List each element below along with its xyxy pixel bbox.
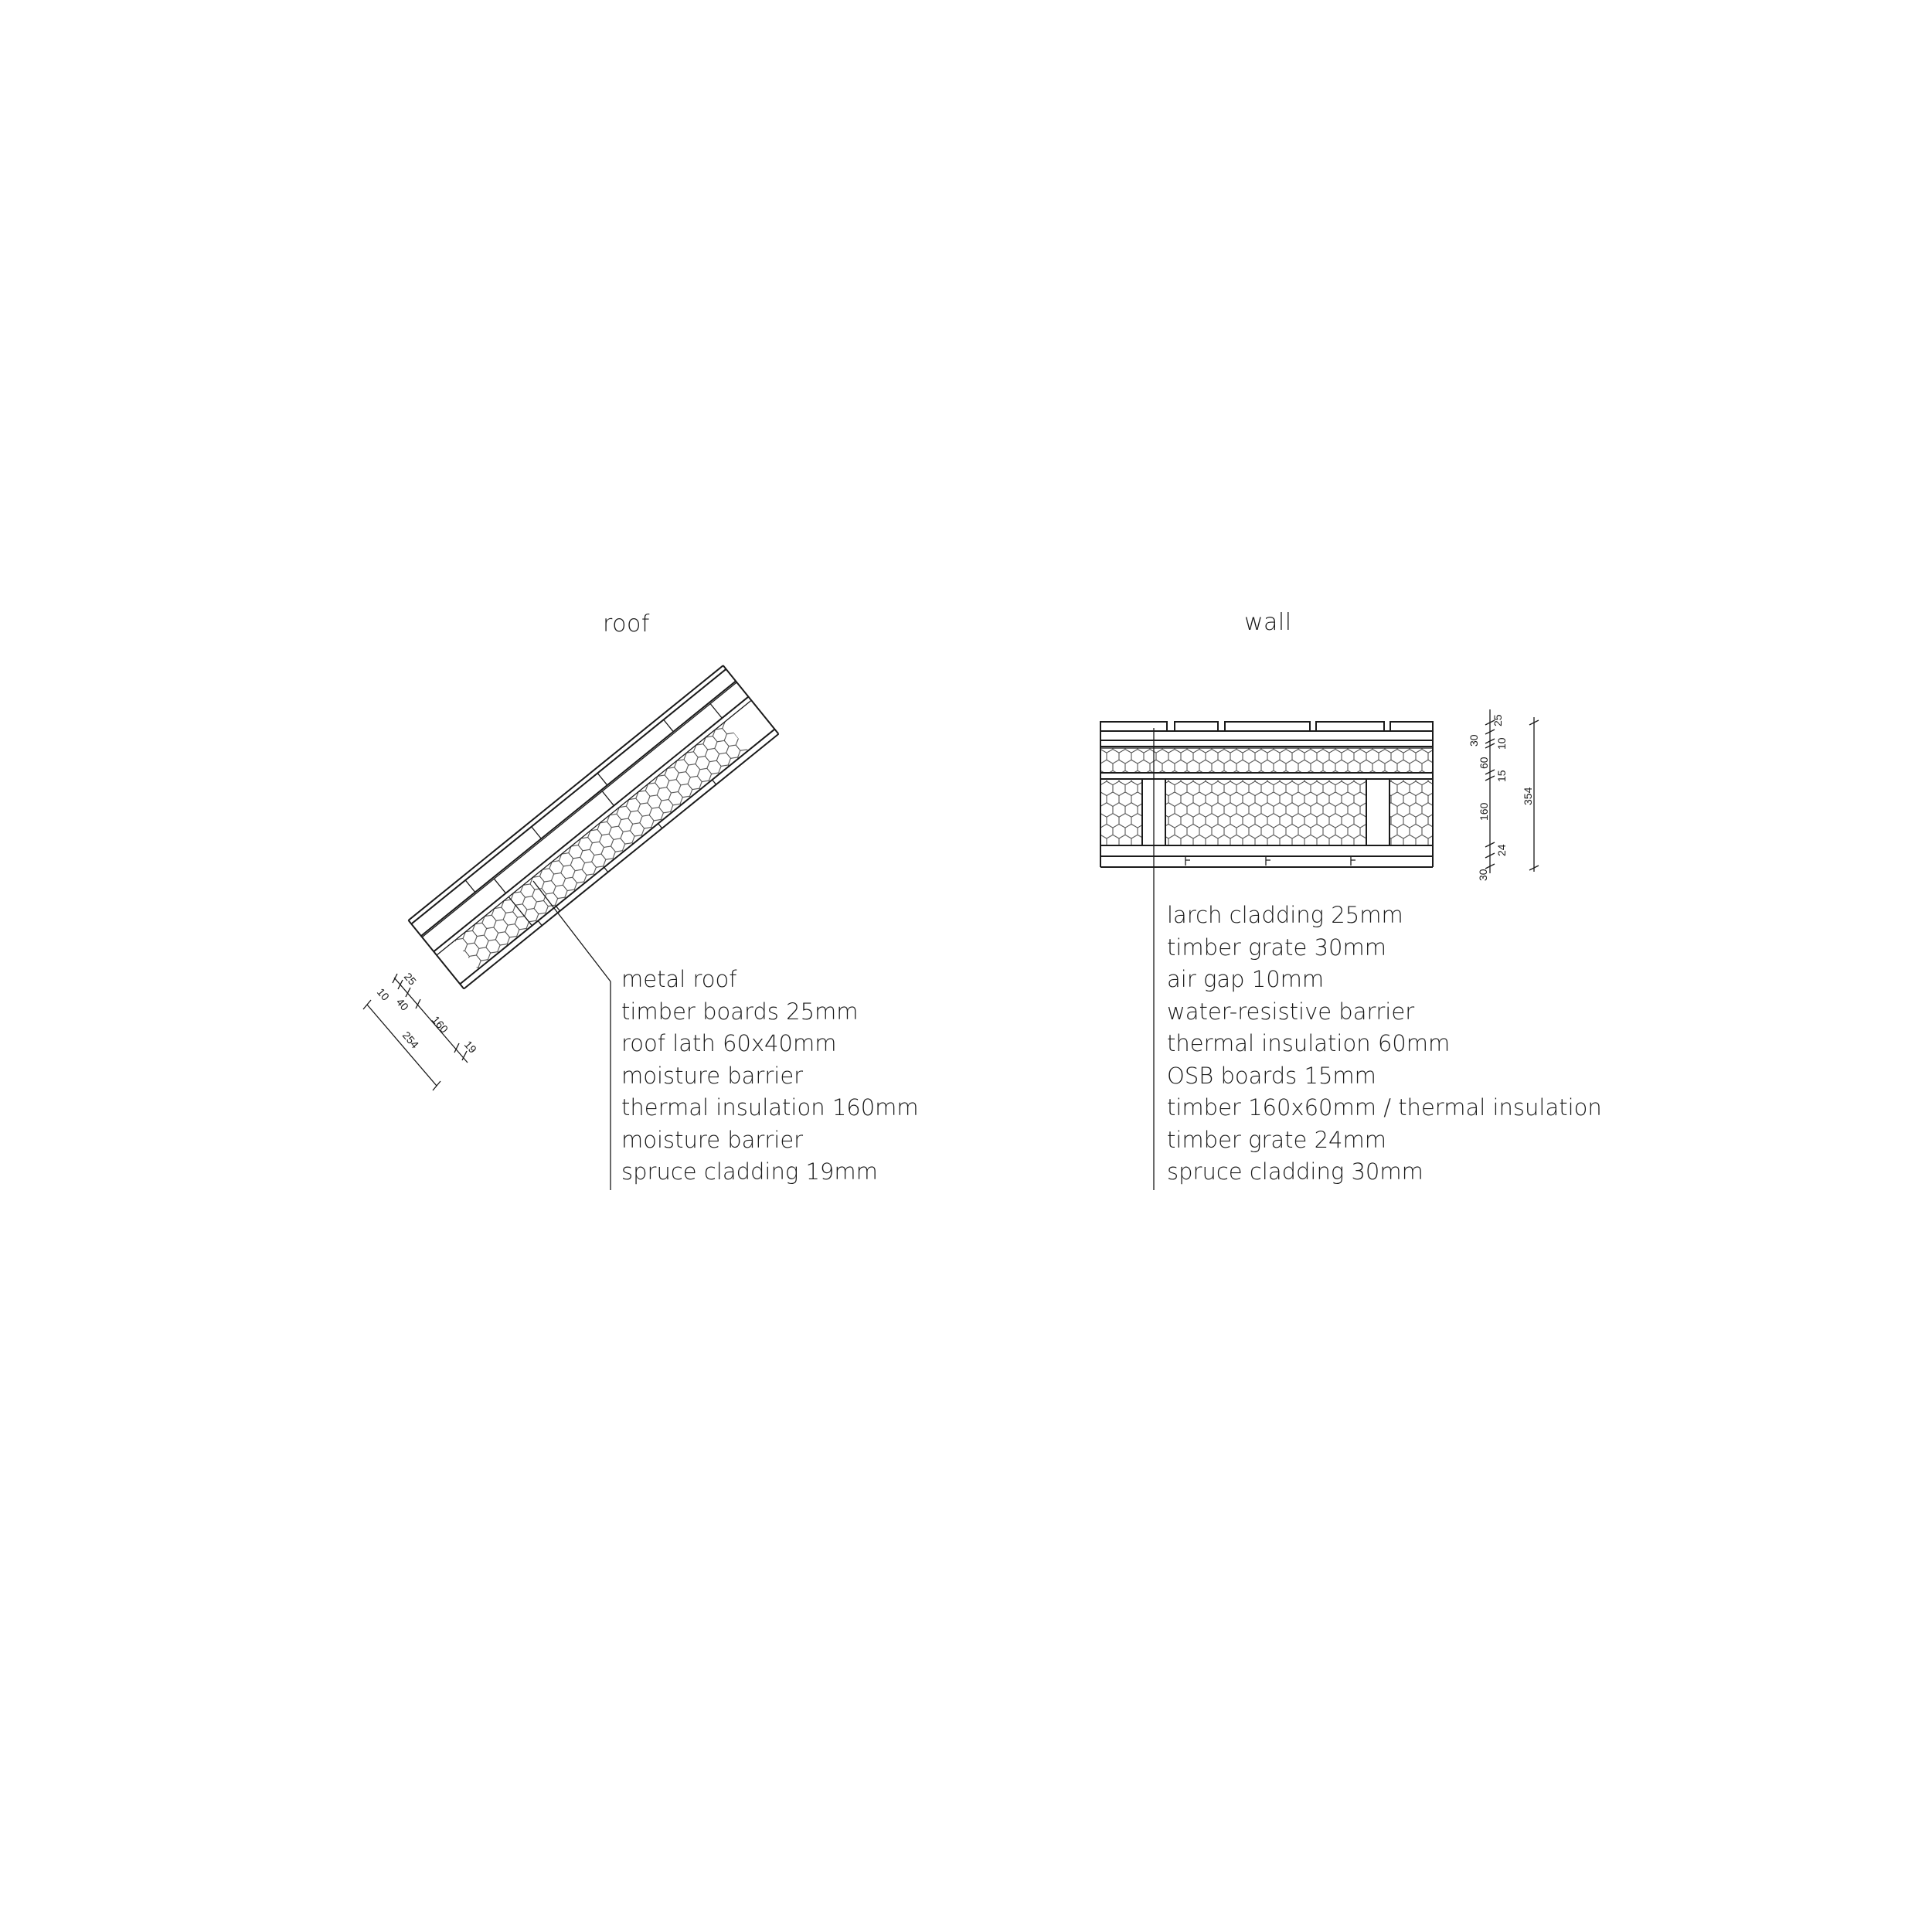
wall-dim-30: 30 — [1468, 734, 1480, 747]
wall-dim-10: 10 — [1495, 737, 1508, 750]
wall-layer: larch cladding 25mm — [1167, 902, 1403, 928]
roof-insulation — [454, 722, 748, 969]
wall-dim-24: 24 — [1495, 844, 1508, 856]
roof-layer: moisture barrier — [621, 1126, 804, 1153]
roof-dim-160: 160 — [429, 1013, 451, 1036]
wall-timber-stud — [1366, 779, 1389, 845]
wall-larch-cladding — [1100, 722, 1433, 731]
roof-layer-list — [621, 964, 919, 1189]
roof-section — [408, 665, 778, 988]
wall-dim-60: 60 — [1478, 757, 1490, 769]
roof-title: roof — [603, 611, 650, 638]
wall-dimensions — [1468, 709, 1539, 881]
roof-layer: timber boards 25mm — [621, 998, 859, 1025]
roof-layer: moisture barrier — [621, 1062, 804, 1089]
wall-dim-15: 15 — [1495, 770, 1508, 782]
wall-layer: water-resistive barrier — [1167, 998, 1415, 1025]
wall-layer: timber 160x60mm / thermal insulation — [1167, 1094, 1602, 1121]
wall-insulation-60 — [1100, 748, 1433, 773]
wall-layer: OSB boards 15mm — [1167, 1062, 1376, 1089]
roof-dimensions — [363, 970, 479, 1090]
wall-layer: air gap 10mm — [1167, 966, 1325, 992]
wall-layer: thermal insulation 60mm — [1167, 1030, 1451, 1056]
roof-dim-40: 40 — [393, 995, 412, 1013]
roof-dim-254: 254 — [400, 1029, 422, 1051]
wall-dim-25: 25 — [1492, 714, 1504, 726]
roof-layer: roof lath 60x40mm — [621, 1030, 837, 1056]
wall-layer: timber grate 30mm — [1167, 934, 1386, 961]
wall-layer: timber grate 24mm — [1167, 1126, 1386, 1153]
wall-layer-list — [1167, 900, 1602, 1189]
roof-dim-25: 25 — [401, 970, 420, 988]
wall-dim-354: 354 — [1522, 787, 1534, 805]
wall-dim-30-inner: 30 — [1477, 869, 1489, 881]
roof-layer: thermal insulation 160mm — [621, 1094, 919, 1121]
roof-dim-10: 10 — [374, 985, 393, 1003]
roof-leader-diagonal — [533, 881, 611, 981]
roof-dim-19: 19 — [461, 1038, 480, 1056]
wall-dim-160: 160 — [1478, 802, 1490, 821]
wall-layer: spruce cladding 30mm — [1167, 1158, 1423, 1185]
roof-layer: metal roof — [621, 966, 737, 992]
wall-title: wall — [1244, 609, 1292, 636]
roof-layer: spruce cladding 19mm — [621, 1158, 878, 1185]
